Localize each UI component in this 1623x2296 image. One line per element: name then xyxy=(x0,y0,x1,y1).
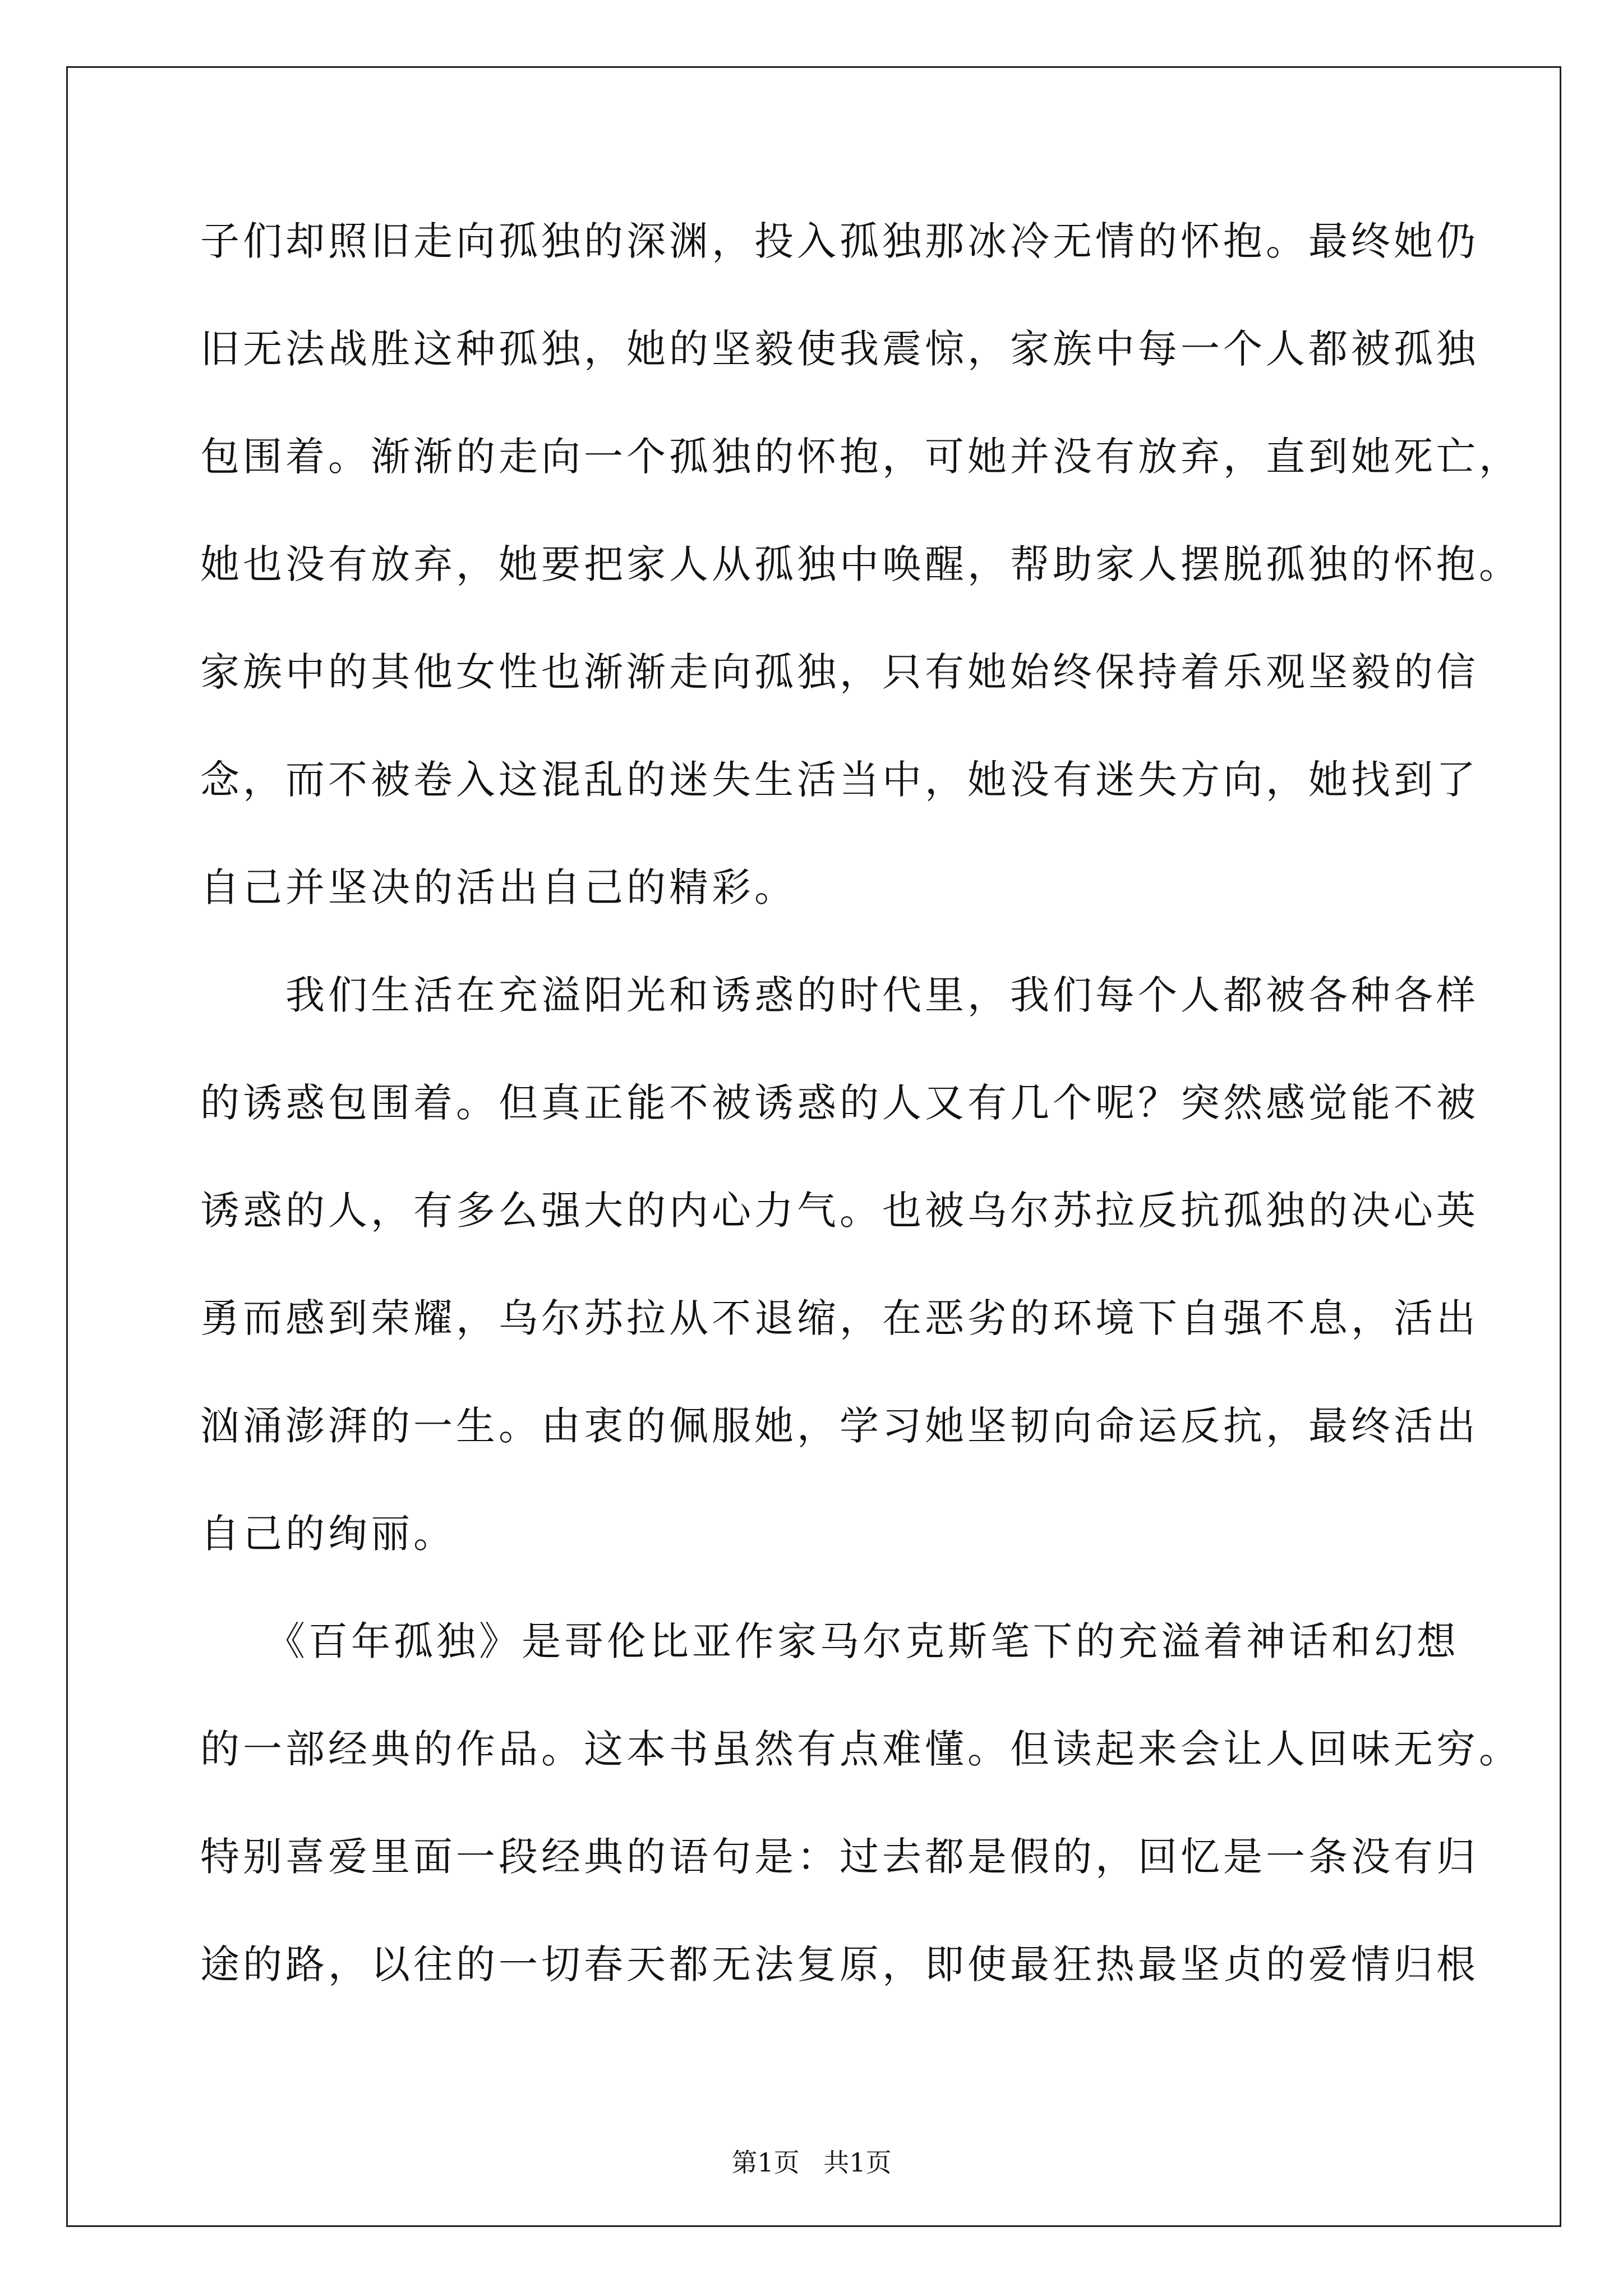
text-line-15: 的一部经典的作品。这本书虽然有点难懂。但读起来会让人回味无穷。 xyxy=(200,1726,1521,1772)
text-line-10: 诱惑的人，有多么强大的内心力气。也被乌尔苏拉反抗孤独的决心英 xyxy=(200,1188,1479,1234)
text-line-1: 子们却照旧走向孤独的深渊，投入孤独那冰冷无情的怀抱。最终她仍 xyxy=(200,218,1479,264)
text-line-13: 自己的绚丽。 xyxy=(200,1511,456,1557)
text-line-14: 《百年孤独》是哥伦比亚作家马尔克斯笔下的充溢着神话和幻想 xyxy=(200,1618,1459,1664)
text-line-16: 特别喜爱里面一段经典的语句是：过去都是假的，回忆是一条没有归 xyxy=(200,1834,1479,1880)
text-line-11: 勇而感到荣耀，乌尔苏拉从不退缩，在恶劣的环境下自强不息，活出 xyxy=(200,1295,1479,1341)
text-line-2: 旧无法战胜这种孤独，她的坚毅使我震惊，家族中每一个人都被孤独 xyxy=(200,326,1479,372)
page-number: 第1页 xyxy=(731,2147,800,2178)
text-line-5: 家族中的其他女性也渐渐走向孤独，只有她始终保持着乐观坚毅的信 xyxy=(200,649,1479,695)
text-line-3: 包围着。渐渐的走向一个孤独的怀抱，可她并没有放弃，直到她死亡， xyxy=(200,434,1521,480)
text-line-17: 途的路，以往的一切春天都无法复原，即使最狂热最坚贞的爱情归根 xyxy=(200,1941,1479,1987)
text-line-8: 我们生活在充溢阳光和诱惑的时代里，我们每个人都被各种各样 xyxy=(200,972,1479,1018)
text-line-6: 念，而不被卷入这混乱的迷失生活当中，她没有迷失方向，她找到了 xyxy=(200,757,1479,803)
text-line-12: 汹涌澎湃的一生。由衷的佩服她，学习她坚韧向命运反抗，最终活出 xyxy=(200,1403,1479,1449)
text-line-4: 她也没有放弃，她要把家人从孤独中唤醒，帮助家人摆脱孤独的怀抱。 xyxy=(200,541,1521,587)
page-border xyxy=(66,66,1561,2227)
page-footer xyxy=(0,2146,1623,2179)
text-line-9: 的诱惑包围着。但真正能不被诱惑的人又有几个呢？突然感觉能不被 xyxy=(200,1080,1479,1126)
page-total: 共1页 xyxy=(823,2147,892,2178)
text-line-7: 自己并坚决的活出自己的精彩。 xyxy=(200,864,797,910)
